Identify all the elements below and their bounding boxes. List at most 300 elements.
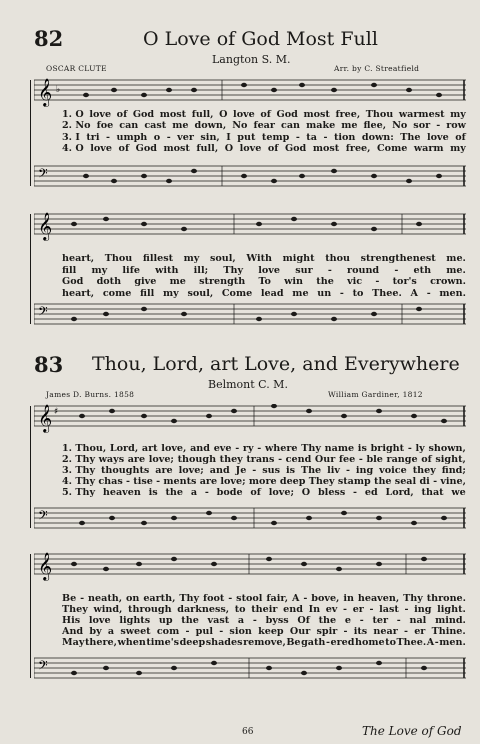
lyric-syllable: gath: [301, 637, 326, 648]
lyric-syllable: down,: [194, 120, 227, 131]
verse-line: [62, 144, 466, 154]
lyric-syllable: stamp: [337, 476, 371, 487]
lyric-syllable: light.: [437, 604, 466, 615]
lyric-syllable: -: [403, 626, 408, 637]
lyric-syllable: O: [224, 143, 234, 154]
lyric-syllable: through: [128, 604, 172, 615]
staff-bass: [34, 302, 466, 320]
lyric-syllable: Thy: [403, 593, 423, 604]
svg-text:𝄢: 𝄢: [38, 166, 48, 184]
lyric-syllable: -: [396, 615, 401, 626]
lyric-syllable: Lord,: [109, 443, 139, 454]
lyric-syllable: o: [153, 132, 161, 143]
lyric-syllable: full,: [196, 143, 219, 154]
lyric-syllable: my: [183, 253, 200, 264]
staff-bass: [34, 656, 466, 674]
lyric-syllable: -: [278, 454, 283, 465]
lyric-syllable: fill: [62, 265, 77, 276]
lyric-syllable: Thou: [365, 109, 394, 120]
lyric-syllable: tor's: [392, 276, 417, 287]
svg-text:♯: ♯: [54, 407, 59, 417]
staff-treble: [34, 78, 466, 106]
lyric-syllable: is: [357, 443, 367, 454]
lyric-syllable: temp: [261, 132, 290, 143]
lyric-syllable: bove,: [311, 593, 340, 604]
lyric-syllable: -: [323, 132, 328, 143]
lyric-syllable: -: [185, 626, 190, 637]
lyric-syllable: -: [359, 615, 364, 626]
staff-treble: [34, 404, 466, 432]
hymn-82-title: O Love of God Most Full: [143, 28, 378, 50]
lyric-syllable: life: [122, 265, 140, 276]
lyric-syllable: -: [257, 443, 262, 454]
lyric-syllable: throne.: [426, 593, 466, 604]
lyric-syllable: my: [91, 265, 108, 276]
lyric-syllable: near: [373, 626, 398, 637]
lyric-syllable: when: [117, 637, 146, 648]
lyric-syllable: bode: [216, 487, 243, 498]
verse-line: [62, 488, 466, 498]
lyric-syllable: ments: [163, 476, 197, 487]
lyric-syllable: The: [300, 465, 322, 476]
lyric-syllable: down:: [361, 132, 394, 143]
lyric-syllable: sur: [295, 265, 313, 276]
lyric-syllable: fillest: [142, 253, 174, 264]
lyric-syllable: of: [260, 109, 271, 120]
lyric-syllable: -: [219, 626, 224, 637]
system-brace: [30, 80, 35, 186]
svg-text:𝄞: 𝄞: [38, 552, 53, 580]
lyric-syllable: -: [358, 454, 363, 465]
hymn-82-author: OSCAR CLUTE: [46, 64, 107, 73]
lyric-syllable: my: [163, 288, 179, 299]
lyric-syllable: un: [317, 288, 332, 299]
lyric-syllable: are: [155, 465, 173, 476]
lyric-syllable: foot: [202, 593, 225, 604]
lyric-syllable: vic: [347, 276, 363, 287]
lyric-syllable: the: [374, 476, 392, 487]
lyric-syllable: -: [325, 637, 330, 648]
lyric-syllable: neath,: [88, 593, 123, 604]
lyric-syllable: fear: [253, 120, 275, 131]
lyric-syllable: -: [327, 265, 332, 276]
lyric-syllable: last: [379, 604, 399, 615]
lyric-syllable: ver: [177, 132, 194, 143]
verse-line: [62, 616, 466, 626]
lyric-syllable: is: [285, 465, 295, 476]
lyric-syllable: make: [306, 120, 336, 131]
lyric-syllable: sus: [262, 465, 280, 476]
lyric-syllable: eth: [413, 265, 432, 276]
lyric-syllable: -: [434, 637, 439, 648]
lyric-syllable: bright: [370, 443, 405, 454]
lyric-syllable: strengthenest: [360, 253, 436, 264]
system-brace: [30, 554, 35, 678]
lyric-syllable: love,: [161, 443, 187, 454]
lyric-syllable: keep: [258, 626, 284, 637]
lyric-syllable: love: [427, 132, 449, 143]
lyric-syllable: win: [284, 276, 304, 287]
lyric-syllable: is: [148, 487, 158, 498]
hymn-83-tune: Belmont C. M.: [208, 378, 288, 391]
lyric-syllable: to: [234, 604, 246, 615]
lyric-syllable: sight,: [435, 454, 466, 465]
lyric-syllable: No: [232, 120, 248, 131]
lyric-syllable: -: [252, 615, 257, 626]
lyric-syllable: byss: [265, 615, 289, 626]
lyric-syllable: free,: [345, 143, 371, 154]
lyric-syllable: Be: [62, 593, 77, 604]
lyric-syllable: full,: [191, 109, 214, 120]
lyric-syllable: ered: [330, 637, 355, 648]
lyric-syllable: O: [219, 109, 228, 120]
lyric-syllable: tion: [333, 132, 356, 143]
lyric-syllable: earth,: [143, 593, 176, 604]
lyric-syllable: their: [251, 604, 278, 615]
verse-line: [62, 444, 466, 454]
lyric-syllable: up: [158, 615, 173, 626]
lyric-syllable: ta: [306, 132, 317, 143]
lyric-syllable: are: [127, 454, 146, 465]
lyric-syllable: there,: [84, 637, 117, 648]
lyric-syllable: of: [118, 143, 130, 154]
lyric-syllable: vast: [207, 615, 230, 626]
lyric-syllable: Come: [221, 288, 253, 299]
lyric-syllable: No: [392, 120, 408, 131]
lyric-syllable: -: [433, 476, 438, 487]
lyric-syllable: 5. Thy: [62, 487, 96, 498]
lyric-syllable: chas: [98, 476, 123, 487]
lyric-syllable: find;: [441, 465, 466, 476]
lyric-syllable: of: [116, 109, 128, 120]
lyric-syllable: sor: [413, 120, 431, 131]
staff-treble: [34, 212, 466, 240]
lyric-syllable: -: [436, 120, 441, 131]
svg-text:♭: ♭: [56, 85, 61, 95]
lyric-syllable: -: [369, 604, 374, 615]
lyric-syllable: -: [204, 487, 209, 498]
lyric-syllable: a: [190, 487, 198, 498]
lyric-syllable: are: [199, 476, 218, 487]
hymn-83-title: Thou, Lord, art Love, and Everywhere: [92, 353, 460, 375]
lyric-syllable: and: [190, 443, 210, 454]
svg-text:𝄢: 𝄢: [38, 304, 48, 322]
lyric-syllable: the: [181, 615, 199, 626]
lyric-syllable: row: [446, 120, 466, 131]
lyric-syllable: ing: [355, 465, 374, 476]
hymn-83-author: James D. Burns. 1858: [46, 390, 135, 399]
verse-line: [62, 277, 466, 287]
staff-bass: [34, 164, 466, 182]
lyric-syllable: heart,: [62, 253, 95, 264]
lyric-syllable: tise: [133, 476, 153, 487]
verse-line: [62, 627, 466, 637]
lyric-syllable: heart,: [62, 288, 95, 299]
lyric-syllable: fill: [140, 288, 155, 299]
lyric-syllable: 2. No: [62, 120, 91, 131]
lyric-syllable: pul: [195, 626, 213, 637]
verse-line: [62, 266, 466, 276]
lyric-syllable: men.: [439, 637, 466, 648]
lyric-syllable: cend: [285, 454, 312, 465]
lyric-syllable: end: [283, 604, 303, 615]
lyric-syllable: my: [450, 143, 466, 154]
lyric-syllable: they: [412, 465, 436, 476]
lyric-syllable: And: [62, 626, 84, 637]
lyric-syllable: warmest: [398, 109, 445, 120]
lyric-syllable: 2. Thy: [62, 454, 96, 465]
svg-text:𝄞: 𝄞: [38, 212, 53, 240]
lyric-syllable: May: [62, 637, 85, 648]
lyric-syllable: might: [282, 253, 315, 264]
staff-treble: [34, 552, 466, 580]
lyric-syllable: where: [264, 443, 298, 454]
lyric-syllable: of: [421, 454, 432, 465]
lyric-syllable: soul,: [187, 288, 214, 299]
lyric-syllable: shades: [205, 637, 243, 648]
lyric-syllable: on: [126, 593, 140, 604]
lyric-syllable: put: [237, 132, 256, 143]
lyric-syllable: nal: [409, 615, 427, 626]
lyric-syllable: that: [421, 487, 444, 498]
lyric-syllable: O: [301, 487, 311, 498]
lyric-syllable: love: [89, 109, 112, 120]
lyric-syllable: love: [239, 143, 262, 154]
lyric-syllable: A: [291, 593, 300, 604]
lyric-syllable: -: [80, 593, 85, 604]
lyric-syllable: sin,: [200, 132, 220, 143]
lyric-syllable: ter: [372, 615, 389, 626]
lyric-syllable: can: [119, 120, 139, 131]
lyric-syllable: -: [303, 593, 308, 604]
lyric-syllable: Thee.: [396, 637, 427, 648]
lyric-syllable: most: [159, 109, 187, 120]
lyric-syllable: and: [209, 465, 230, 476]
lyric-syllable: stool: [236, 593, 263, 604]
lyric-syllable: to: [352, 288, 364, 299]
lyric-syllable: strength: [199, 276, 246, 287]
hymn-82-arranger: Arr. by C. Streatfield: [334, 64, 420, 73]
lyric-syllable: God: [132, 109, 155, 120]
lyric-syllable: deep: [179, 637, 206, 648]
lyric-syllable: lead: [260, 288, 284, 299]
lyric-syllable: -: [105, 132, 110, 143]
lyric-syllable: God: [276, 109, 298, 120]
lyric-syllable: in: [343, 593, 354, 604]
lyric-syllable: ways: [98, 454, 125, 465]
lyric-syllable: eve: [213, 443, 232, 454]
lyric-syllable: love;: [268, 487, 294, 498]
lyric-syllable: love;: [148, 454, 174, 465]
lyric-syllable: to: [385, 637, 396, 648]
lyric-syllable: Our: [289, 626, 311, 637]
lyric-syllable: -: [156, 476, 161, 487]
lyric-syllable: love: [258, 265, 280, 276]
lyric-syllable: deep: [279, 476, 306, 487]
lyric-syllable: me: [172, 120, 189, 131]
lyric-syllable: vine,: [440, 476, 466, 487]
lyric-syllable: fair,: [266, 593, 289, 604]
lyric-syllable: love: [88, 615, 111, 626]
lyric-syllable: They: [62, 604, 88, 615]
lyric-syllable: Thee.: [372, 288, 402, 299]
lyric-syllable: most: [163, 143, 190, 154]
lyric-syllable: A: [426, 637, 435, 648]
system-brace: [30, 214, 35, 324]
lyric-syllable: They: [308, 476, 335, 487]
lyric-syllable: His: [62, 615, 81, 626]
lyric-syllable: liv: [327, 465, 340, 476]
lyric-syllable: Thine.: [431, 626, 466, 637]
lyric-syllable: ry: [242, 443, 254, 454]
verse-line: [62, 477, 466, 487]
lyric-syllable: most: [312, 143, 340, 154]
system-brace: [30, 406, 35, 528]
lyric-syllable: -: [339, 288, 344, 299]
lyric-syllable: of: [455, 132, 466, 143]
lyric-syllable: heaven,: [357, 593, 400, 604]
lyric-syllable: darkness,: [177, 604, 230, 615]
lyric-syllable: -: [166, 132, 171, 143]
lyric-syllable: God: [284, 143, 307, 154]
verse-line: [62, 121, 466, 131]
lyric-syllable: heaven: [102, 487, 141, 498]
lyric-syllable: wind,: [93, 604, 123, 615]
lyric-syllable: ing: [414, 604, 432, 615]
lyric-syllable: Come: [377, 143, 408, 154]
lyric-syllable: by: [89, 626, 102, 637]
lyric-syllable: tri: [86, 132, 100, 143]
lyric-syllable: I: [226, 132, 231, 143]
lyric-syllable: God: [62, 276, 84, 287]
lyric-syllable: Our: [314, 454, 336, 465]
lyric-syllable: the: [318, 615, 337, 626]
lyric-syllable: voice: [379, 465, 407, 476]
lyric-syllable: God: [135, 143, 157, 154]
lyric-syllable: -: [394, 265, 399, 276]
lyric-syllable: me: [169, 276, 186, 287]
lyric-syllable: remove,: [243, 637, 286, 648]
lyric-syllable: men.: [439, 288, 466, 299]
verse-line: [62, 638, 466, 648]
lyric-syllable: round: [347, 265, 380, 276]
lyric-syllable: -: [343, 626, 348, 637]
lyric-syllable: In: [308, 604, 321, 615]
verse-line: [62, 594, 466, 604]
lyric-syllable: art: [141, 443, 158, 454]
lyric-syllable: soul,: [210, 253, 236, 264]
lyric-syllable: 4. O: [62, 143, 84, 154]
svg-text:𝄢: 𝄢: [38, 658, 48, 676]
hymn-82-number: 82: [34, 26, 64, 51]
lyric-syllable: more: [248, 476, 277, 487]
lyric-syllable: home: [354, 637, 385, 648]
lyric-syllable: -: [252, 465, 257, 476]
lyric-syllable: love;: [220, 476, 246, 487]
lyric-syllable: -: [345, 465, 350, 476]
lyric-syllable: Be: [286, 637, 301, 648]
lyric-syllable: me.: [446, 253, 466, 264]
lyric-syllable: 3. I: [62, 132, 80, 143]
lyric-syllable: most: [303, 109, 330, 120]
lyric-syllable: trans: [246, 454, 275, 465]
lyric-syllable: they: [219, 454, 243, 465]
lyric-syllable: though: [177, 454, 217, 465]
lyric-syllable: we: [451, 487, 466, 498]
lyric-syllable: me: [292, 288, 309, 299]
lyric-syllable: e: [344, 615, 351, 626]
lyric-syllable: lights: [119, 615, 151, 626]
lyric-syllable: mind.: [435, 615, 466, 626]
lyric-syllable: love: [90, 143, 112, 154]
lyric-syllable: sweet: [120, 626, 151, 637]
lyric-syllable: thou: [325, 253, 350, 264]
lyric-syllable: love: [233, 109, 255, 120]
lyric-syllable: Thy: [301, 443, 321, 454]
lyric-syllable: shown,: [428, 443, 466, 454]
lyric-syllable: of: [250, 487, 261, 498]
lyric-syllable: Lord,: [385, 487, 414, 498]
lyric-syllable: the: [316, 276, 334, 287]
hymn-83-number: 83: [34, 352, 64, 377]
lyric-syllable: come: [102, 288, 132, 299]
verse-line: [62, 605, 466, 615]
lyric-syllable: di: [419, 476, 430, 487]
lyric-syllable: With: [246, 253, 273, 264]
verse-line: [62, 455, 466, 465]
lyric-syllable: a: [107, 626, 115, 637]
lyric-syllable: my: [450, 109, 466, 120]
lyric-syllable: warm: [413, 143, 444, 154]
lyric-syllable: -: [343, 604, 348, 615]
lyric-syllable: the: [165, 487, 183, 498]
svg-text:𝄞: 𝄞: [38, 404, 53, 432]
lyric-syllable: -: [295, 132, 300, 143]
lyric-syllable: free,: [335, 109, 361, 120]
lyric-syllable: 3. Thy: [62, 465, 96, 476]
lyric-syllable: The: [400, 132, 421, 143]
lyric-syllable: flee,: [363, 120, 387, 131]
verse-line: [62, 289, 466, 299]
lyric-syllable: Of: [297, 615, 310, 626]
page-number: 66: [242, 727, 254, 737]
verse-line: [62, 254, 466, 264]
lyric-syllable: range: [386, 454, 418, 465]
lyric-syllable: thoughts: [101, 465, 150, 476]
lyric-syllable: give: [134, 276, 157, 287]
svg-text:𝄞: 𝄞: [38, 78, 53, 106]
lyric-syllable: me: [341, 120, 358, 131]
lyric-syllable: name: [324, 443, 355, 454]
staff-bass: [34, 506, 466, 524]
lyric-syllable: sion: [229, 626, 252, 637]
lyric-syllable: of: [267, 143, 279, 154]
lyric-syllable: ill;: [193, 265, 209, 276]
lyric-syllable: fee: [338, 454, 356, 465]
lyric-syllable: crown.: [430, 276, 466, 287]
lyric-syllable: er: [352, 604, 364, 615]
lyric-syllable: love;: [178, 465, 204, 476]
lyric-syllable: seal: [394, 476, 417, 487]
lyric-syllable: foe: [96, 120, 114, 131]
lyric-syllable: -: [228, 593, 233, 604]
lyric-syllable: 1. Thou,: [62, 443, 107, 454]
lyric-syllable: umph: [116, 132, 148, 143]
lyric-syllable: er: [414, 626, 426, 637]
lyric-syllable: a: [237, 615, 245, 626]
lyric-syllable: To: [258, 276, 271, 287]
lyric-syllable: bless: [317, 487, 346, 498]
